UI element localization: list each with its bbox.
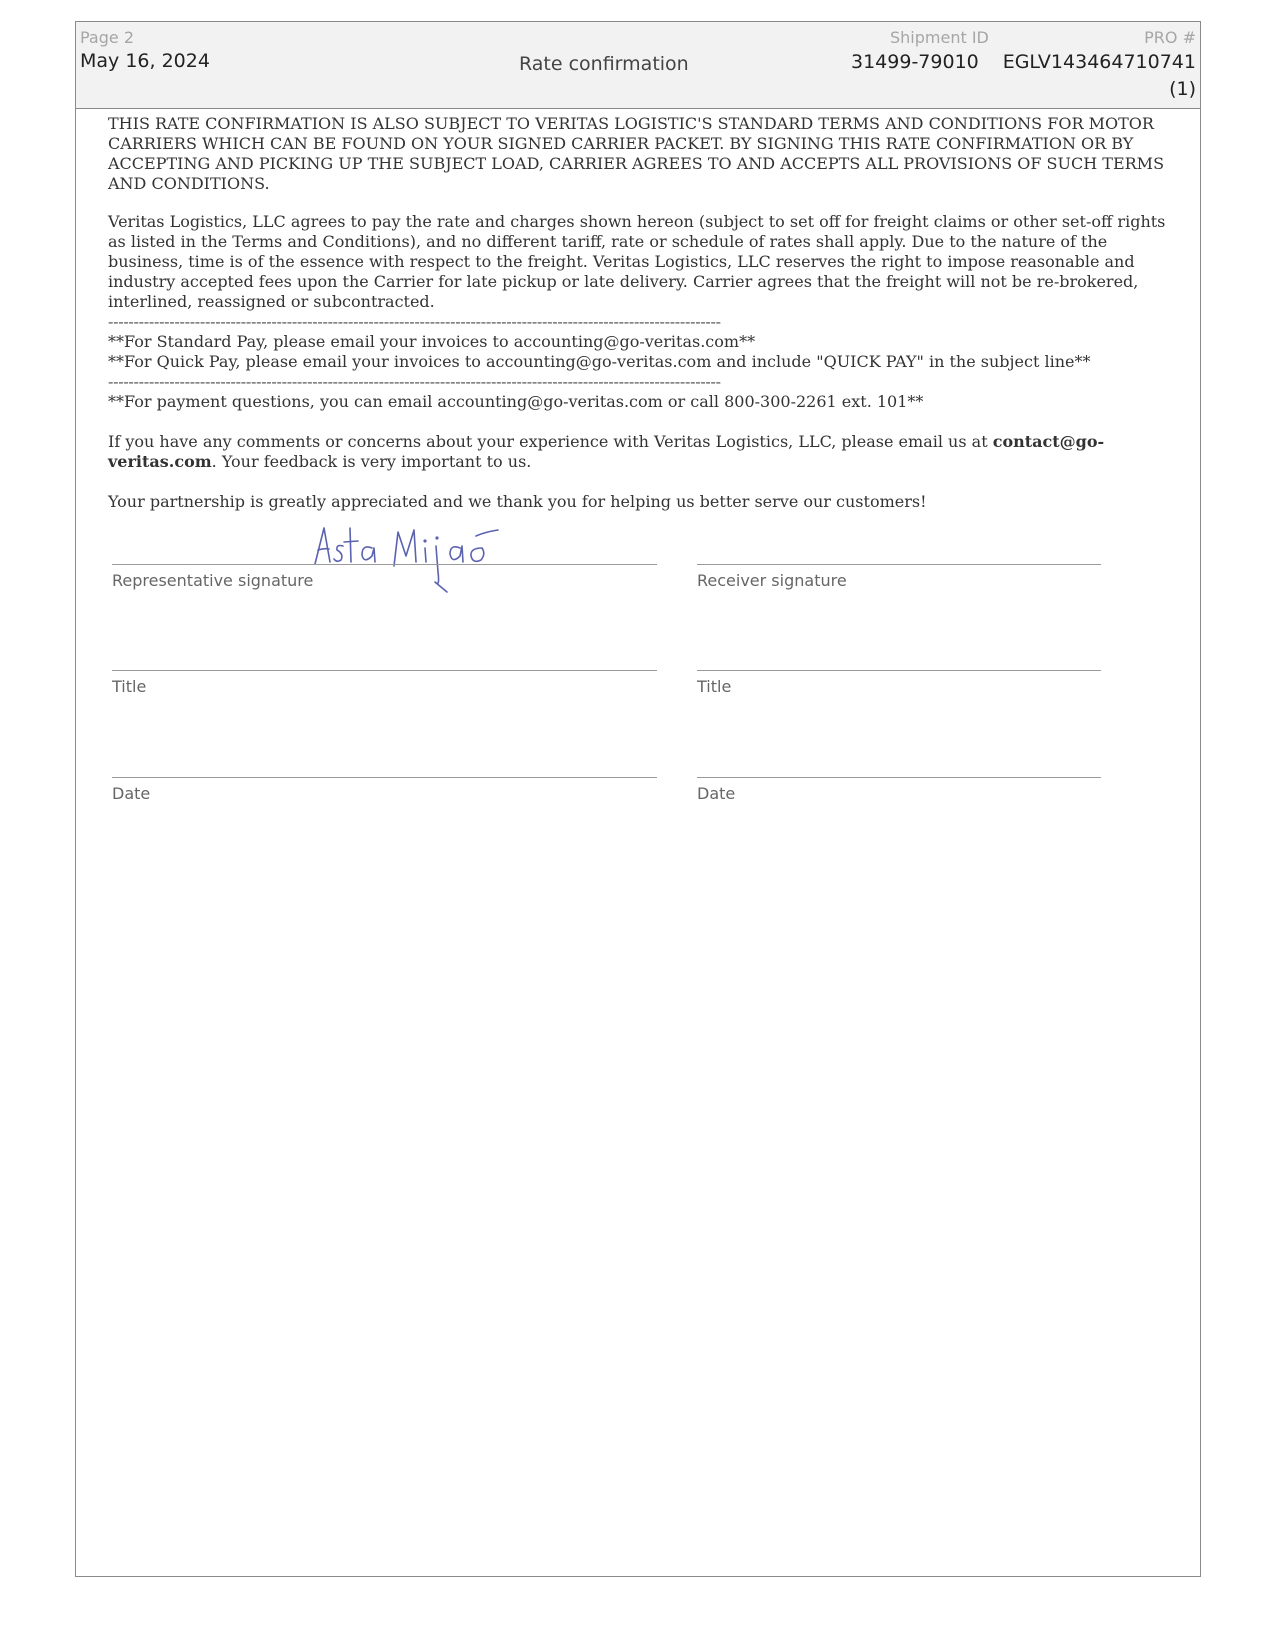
representative-title-line[interactable] <box>112 670 657 671</box>
receiver-date-label: Date <box>697 784 736 803</box>
receiver-signature-line[interactable] <box>697 564 1101 565</box>
rate-confirmation-page <box>75 21 1201 1577</box>
separator-line: ------------------------------------------------------------------------------------------------------------------------ <box>108 372 721 391</box>
receiver-date-line[interactable] <box>697 777 1101 778</box>
pro-number-suffix: (1) <box>1169 78 1196 100</box>
quick-pay-note: **For Quick Pay, please email your invoices to accounting@go-veritas.com and include "QUICK PAY" in the subject line** <box>108 352 1091 371</box>
receiver-signature-label: Receiver signature <box>697 571 847 590</box>
pro-number: EGLV143464710741 <box>1002 51 1196 73</box>
payment-questions-note: **For payment questions, you can email accounting@go-veritas.com or call 800-300-2261 ext. 101** <box>108 392 924 411</box>
feedback-note <box>108 432 1168 472</box>
representative-date-label: Date <box>112 784 151 803</box>
contact-email: contact@go-veritas.com <box>108 432 1105 471</box>
representative-signature-label: Representative signature <box>112 571 314 590</box>
representative-title-label: Title <box>112 677 147 696</box>
terms-section <box>108 114 1168 532</box>
thanks-note: Your partnership is greatly appreciated and we thank you for helping us better serve our customers! <box>108 492 927 511</box>
feedback-text-end: . Your feedback is very important to us. <box>211 452 532 471</box>
representative-date-line[interactable] <box>112 777 657 778</box>
document-date: May 16, 2024 <box>80 50 210 72</box>
page-header <box>76 22 1200 109</box>
shipment-id-label: Shipment ID <box>890 28 989 47</box>
page-number: Page 2 <box>80 28 134 47</box>
payment-agreement: Veritas Logistics, LLC agrees to pay the rate and charges shown hereon (subject to set off for freight claims or other set-off rights as listed in the Terms and Conditions), and no different tariff, rate or schedule of rates shall apply. Due to the nature of the business, time is of the essence with respect to the freight. Veritas Logistics, LLC reserves the right to impose reasonable and industry accepted fees upon the Carrier for late pickup or late delivery. Carrier agrees that the freight will not be re-brokered, interlined, reassigned or subcontracted. <box>108 212 1166 311</box>
terms-notice: THIS RATE CONFIRMATION IS ALSO SUBJECT TO VERITAS LOGISTIC'S STANDARD TERMS AND CONDITIONS FOR MOTOR CARRIERS WHICH CAN BE FOUND ON YOUR SIGNED CARRIER PACKET. BY SIGNING THIS RATE CONFIRMATION OR BY ACCEPTING AND PICKING UP THE SUBJECT LOAD, CARRIER AGREES TO AND ACCEPTS ALL PROVISIONS OF SUCH TERMS AND CONDITIONS. <box>108 114 1165 193</box>
shipment-id: 31499-79010 <box>851 51 979 73</box>
pro-number-label: PRO # <box>1144 28 1196 47</box>
document-title: Rate confirmation <box>519 53 689 75</box>
representative-signature-image <box>310 522 510 617</box>
receiver-title-line[interactable] <box>697 670 1101 671</box>
separator-line: ------------------------------------------------------------------------------------------------------------------------ <box>108 312 721 331</box>
receiver-title-label: Title <box>697 677 732 696</box>
standard-pay-note: **For Standard Pay, please email your invoices to accounting@go-veritas.com** <box>108 332 756 351</box>
representative-signature-line[interactable] <box>112 564 657 565</box>
feedback-text: If you have any comments or concerns about your experience with Veritas Logistics, LLC, please email us at <box>108 432 993 451</box>
